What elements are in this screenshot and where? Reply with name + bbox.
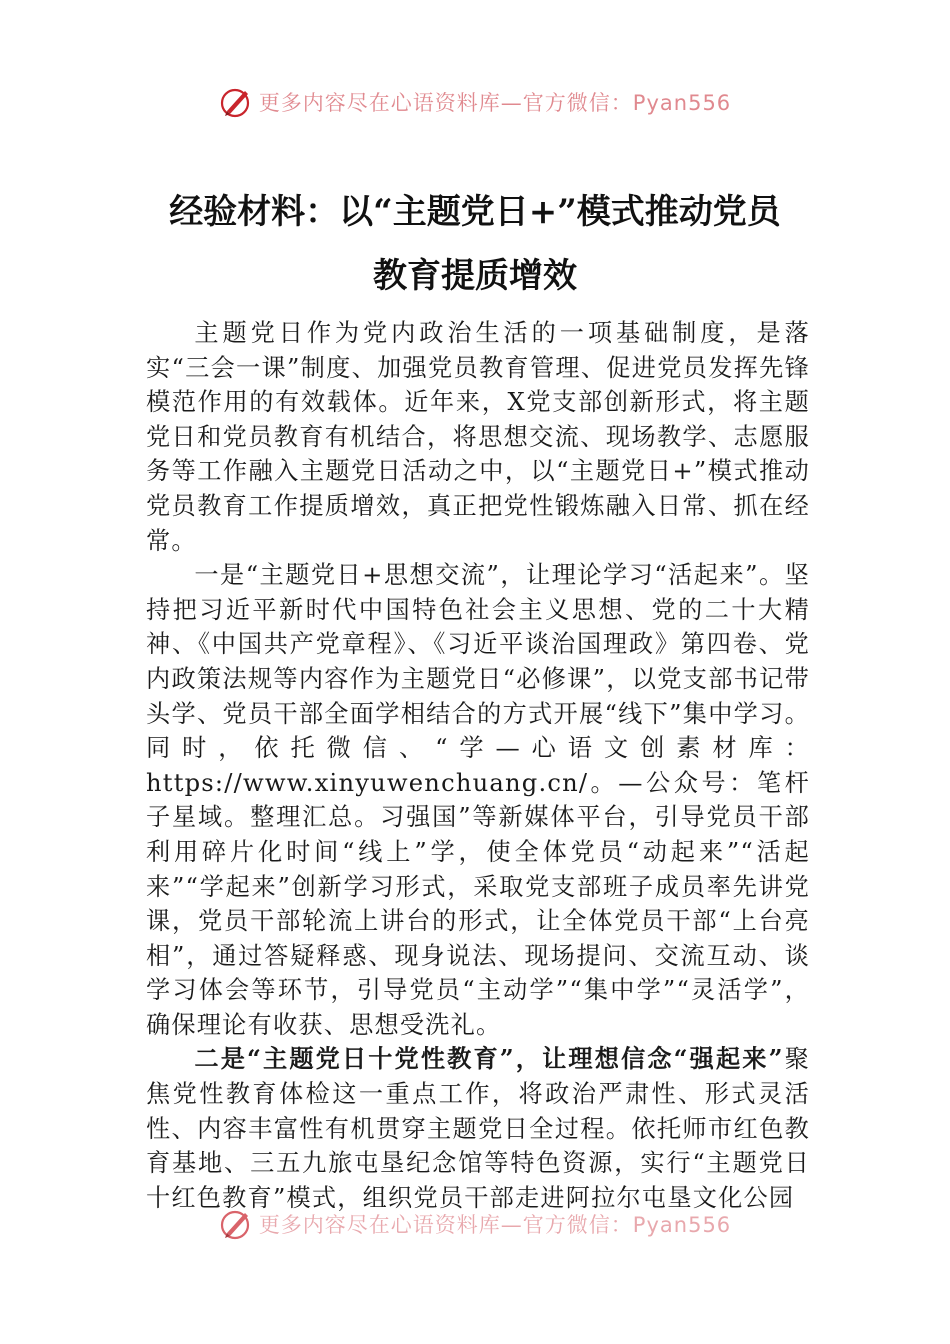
paragraph-point-2-heading: 二是“主题党日十党性教育”，让理想信念“强起来” xyxy=(194,1044,784,1074)
watermark-header xyxy=(0,82,950,122)
paragraph-intro: 主题党日作为党内政治生活的一项基础制度，是落实“三会一课”制度、加强党员教育管理、促进党员发挥先锋模范作用的有效载体。近年来，X党支部创新形式，将主题党日和党员教育有机结合，将思想交流、现场教学、志愿服务等工作融入主题党日活动之中，以“主题党日+”模式推动党员教育工作提质增效，真正把党性锻炼融入日常、抓在经常。 xyxy=(146,319,810,555)
pen-logo-icon xyxy=(219,1207,253,1241)
document-body xyxy=(146,316,810,1215)
watermark-footer xyxy=(0,1204,950,1244)
pen-logo-icon xyxy=(219,85,253,119)
paragraph-point-1: 一是“主题党日+思想交流”，让理论学习“活起来”。坚持把习近平新时代中国特色社会主义思想、党的二十大精神、《中国共产党章程》、《习近平谈治国理政》第四卷、党内政策法规等内容作为主题党日“必修课”，以党支部书记带头学、党员干部全面学相结合的方式开展“线下”集中学习。同时，依托微信、“学—心语文创素材库：https://www.xinyuwenchuang.cn/。—公众号：笔杆子星域。整理汇总。习强国”等新媒体平台，引导党员干部利用碎片化时间“线上”学，使全体党员“动起来”“活起来”“学起来”创新学习形式，采取党支部班子成员率先讲党课，党员干部轮流上讲台的形式，让全体党员干部“上台亮相”，通过答疑释惑、现身说法、现场提问、交流互动、谈学习体会等环节，引导党员“主动学”“集中学”“灵活学”，确保理论有收获、思想受洗礼。 xyxy=(146,561,810,1039)
document-title xyxy=(0,180,950,308)
title-line-2: 教育提质增效 xyxy=(373,256,577,296)
watermark-text: 更多内容尽在心语资料库—官方微信：Pyan556 xyxy=(258,91,732,115)
paragraph-point-2-text: 聚焦党性教育体检这一重点工作，将政治严肃性、形式灵活性、内容丰富性有机贯穿主题党日全过程。依托师市红色教育基地、三五九旅屯垦纪念馆等特色资源，实行“主题党日十红色教育”模式，组织党员干部走进阿拉尔屯垦文化公园 xyxy=(146,1045,811,1212)
watermark-text: 更多内容尽在心语资料库—官方微信：Pyan556 xyxy=(258,1213,732,1237)
paragraph-point-2 xyxy=(146,1042,810,1215)
title-line-1: 经验材料：以“主题党日+”模式推动党员 xyxy=(169,192,781,232)
